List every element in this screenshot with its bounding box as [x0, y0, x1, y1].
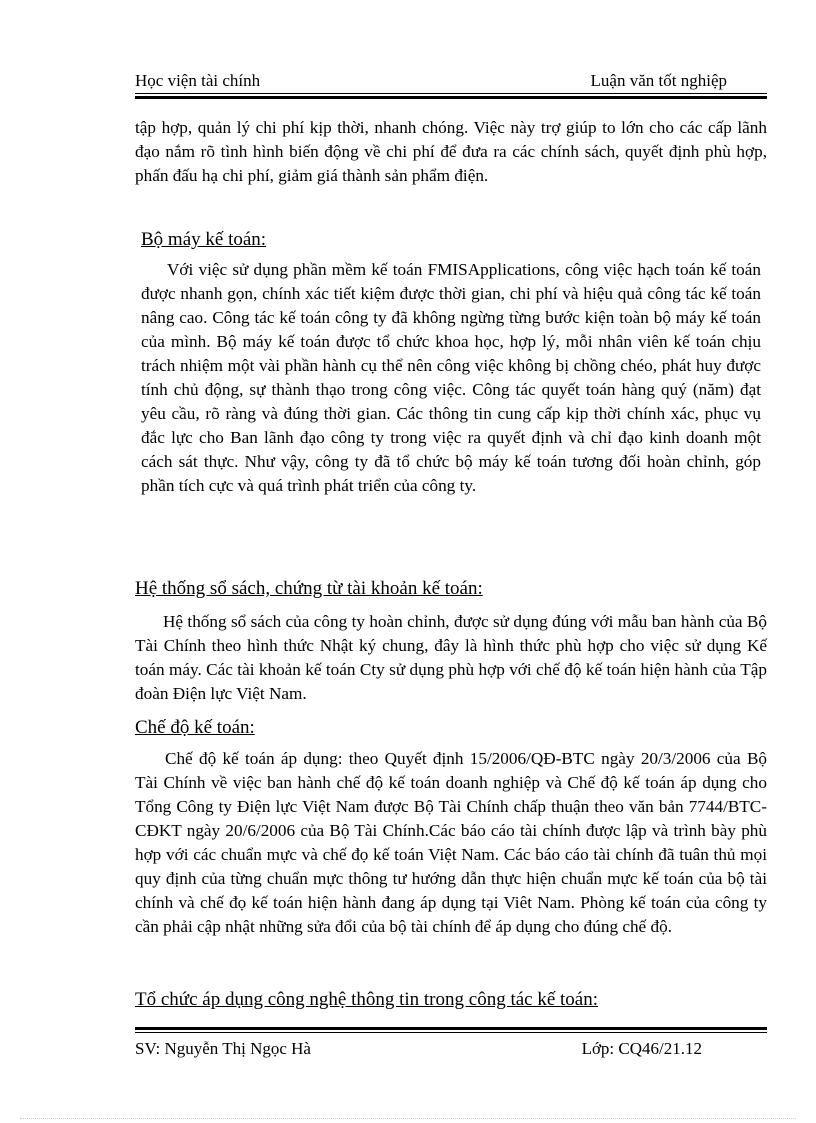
section-heading-accounting-apparatus: Bộ máy kế toán:: [141, 229, 267, 250]
section-heading-accounting-regime: Chế độ kế toán:: [135, 717, 255, 738]
section-body-bookkeeping-system: Hệ thống sổ sách của công ty hoàn chỉnh, được sử dụng đúng với mẫu ban hành của Bộ Tài Chính theo hình thức Nhật ký chung, đây là hình thức phù hợp cho việc sử dụng Kế toán máy. Các tài khoản kế toán Cty sử dụng phù hợp với chế độ kế toán hiện hành của Tập đoàn Điện lực Việt Nam.: [135, 612, 767, 703]
page-bottom-edge: [20, 1118, 796, 1119]
section-heading-it-application: Tổ chức áp dụng công nghệ thông tin trong công tác kế toán:: [135, 989, 599, 1010]
header-rule-thick: [135, 96, 767, 99]
section-body-accounting-apparatus: Với việc sử dụng phần mềm kế toán FMISApplications, công việc hạch toán kế toán được nhanh gọn, chính xác tiết kiệm được thời gian, chi phí và hiệu quả công tác kế toán nâng cao. Công tác kế toán công ty đã không ngừng từng bước kiện toàn bộ máy kế toán của mình. Bộ máy kế toán được tổ chức khoa học, hợp lý, mỗi nhân viên kế toán chịu trách nhiệm một vài phần hành cụ thể nên công việc không bị chồng chéo, phát huy được tính chủ động, sự thành thạo trong công việc. Công tác quyết toán hàng quý (năm) đạt yêu cầu, rõ ràng và đúng thời gian. Các thông tin cung cấp kịp thời chính xác, phục vụ đắc lực cho Ban lãnh đạo công ty trong việc ra quyết định và chỉ đạo kinh doanh một cách sát thực. Như vậy, công ty đã tổ chức bộ máy kế toán tương đối hoàn chỉnh, góp phần tích cực và quá trình phát triển của công ty.: [141, 260, 761, 495]
header-doc-type: Luận văn tốt nghiệp: [590, 71, 727, 90]
page-header: [135, 70, 767, 92]
header-rule-thin: [135, 93, 767, 94]
header-institution: Học viện tài chính: [135, 71, 261, 90]
footer-rule-thin: [135, 1032, 767, 1033]
footer-rule-thick: [135, 1027, 767, 1030]
section-heading-bookkeeping-system: Hệ thống sổ sách, chứng từ tài khoản kế toán:: [135, 578, 483, 599]
page-footer: [135, 1038, 767, 1060]
section-body-accounting-regime: Chế độ kế toán áp dụng: theo Quyết định 15/2006/QĐ-BTC ngày 20/3/2006 của Bộ Tài Chính về việc ban hành chế độ kế toán doanh nghiệp và Chế độ kế toán áp dụng cho Tổng Công ty Điện lực Việt Nam được Bộ Tài Chính chấp thuận theo văn bản 7744/BTC-CĐKT ngày 20/6/2006 của Bộ Tài Chính.Các báo cáo tài chính được lập và trình bày phù hợp với các chuẩn mực và chế đọ kế toán Việt Nam. Các báo cáo tài chính đã tuân thủ mọi quy định của từng chuẩn mực thông tư hướng dẫn thực hiện chuẩn mực kế toán của bộ tài chính và chế đọ kế toán hiện hành đang áp dụng tại Viêt Nam. Phòng kế toán của công ty cần phải cập nhật những sửa đổi của bộ tài chính để áp dụng cho đúng chế độ.: [135, 749, 767, 936]
footer-student: SV: Nguyễn Thị Ngọc Hà: [135, 1039, 311, 1058]
intro-paragraph: tập hợp, quản lý chi phí kịp thời, nhanh chóng. Việc này trợ giúp to lớn cho các cấp lãnh đạo nắm rõ tình hình biến động về chi phí để đưa ra các chính sách, quyết định phù hợp, phấn đấu hạ chi phí, giảm giá thành sản phẩm điện.: [135, 118, 767, 185]
footer-class: Lớp: CQ46/21.12: [581, 1039, 702, 1058]
